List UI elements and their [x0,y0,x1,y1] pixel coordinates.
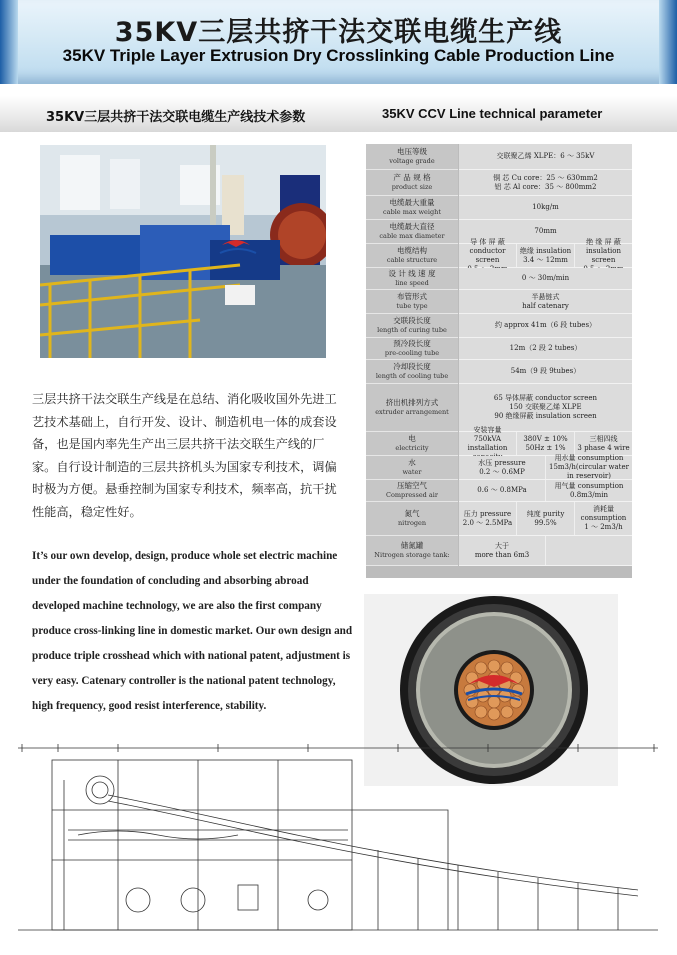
param-value [459,425,632,456]
param-value-cell [545,536,632,565]
param-row [366,196,632,220]
production-line-layout-drawing [18,740,658,950]
param-row [366,425,632,456]
param-value-line: 纯度 purity [526,509,565,518]
param-value-cell [459,196,632,219]
param-row [366,144,632,170]
param-row [366,338,632,360]
param-row [366,360,632,384]
param-value-cell [459,425,516,455]
param-row [366,536,632,566]
param-value-cell [459,338,632,359]
header-banner [0,0,677,84]
description-en: It’s our own develop, design, produce whole set electric machine under the foundation of concluding and absorbing abroad developed machine technology, we are also the first company produce cross-linking line in domestic market. Our own design and produce triple crosshead which with national patent, adjustment is very easy. Catenary controller is the national patent technology, high frequency, good resist interference, stability. [32,550,353,712]
param-label [366,314,458,338]
param-value-line: 70mm [534,227,557,235]
param-label [366,384,458,432]
param-value-line: 0.2 ～ 0.6MP [479,467,525,476]
param-label-en: Nitrogen storage tank: [374,551,450,559]
param-value-cell [516,432,574,455]
param-value [459,290,632,314]
param-row [366,502,632,536]
param-label-cn: 产 品 规 格 [393,173,431,182]
param-value-line: half catenary [522,301,569,310]
param-value-line: 约 approx 41m（6 段 tubes） [494,321,597,329]
param-row [366,456,632,480]
param-value-line: installation [467,443,508,452]
param-label-cn: 水 [408,458,416,467]
param-label-cn: 设 计 线 速 度 [388,269,436,278]
param-value-line: 3 phase 4 wire [577,443,630,452]
param-value-cell [459,268,632,289]
param-value-line: 0.8m3/min [570,490,608,499]
param-value [459,536,632,566]
factory-photo [40,145,326,358]
param-value-line: 2.0 ～ 2.5MPa [462,518,513,527]
param-value-cell [459,237,516,267]
param-label-en: water [402,468,422,476]
page-title-en: 35KV Triple Layer Extrusion Dry Crosslinking Cable Production Line [62,46,615,65]
param-value [459,196,632,220]
param-row [366,237,632,268]
param-label [366,432,458,456]
param-value-line: 0 ～ 30m/min [521,274,570,282]
param-label-en: pre-cooling tube [384,349,440,357]
param-label-en: tube type [396,302,428,310]
param-value [459,480,632,502]
param-value-line: 三相四线 [589,434,618,443]
param-value-line: 65 导体屏蔽 conductor screen [493,394,598,402]
factory-photo-illustration [40,145,326,358]
param-value [459,338,632,360]
param-row [366,290,632,314]
param-value-line: 铝 芯 Al core：35 ～ 800mm2 [494,182,597,191]
param-value-cell [459,536,545,565]
param-label [366,338,458,360]
param-label-cn: 储氮罐 [400,541,424,550]
param-value-line: 交联聚乙烯 XLPE：6 ～ 35kV [496,152,595,160]
param-label [366,170,458,196]
param-value [459,360,632,384]
section-title-cn: 35KV三层共挤干法交联电缆生产线技术参数 [46,110,306,125]
param-label [366,268,458,290]
param-value-line: 导 体 屏 蔽 [470,237,505,246]
param-value-line: 54m（9 段 9tubes） [510,367,581,375]
param-label-cn: 电压等级 [397,147,427,156]
param-label-en: extruder arrangement [375,408,449,416]
param-row [366,480,632,502]
param-value-cell [459,480,545,501]
param-value [459,456,632,480]
param-label-cn: 交联段长度 [393,316,431,325]
param-label-en: product size [391,183,433,191]
param-value [459,170,632,196]
param-value-cell [459,384,632,431]
param-label [366,502,458,536]
param-value-line: 380V ± 10% [523,434,568,443]
param-value-line: 1 ～ 2m3/h [584,523,623,531]
param-value-line: 10kg/m [532,203,559,211]
param-value-cell [545,456,632,479]
page-title-cn: 35KV三层共挤干法交联电缆生产线 [114,17,563,48]
param-label-en: cable structure [386,256,438,264]
param-value [459,314,632,338]
param-value-line: 大于 [495,541,509,550]
param-value-line: 消耗量 consumption [580,505,627,522]
param-label [366,196,458,220]
param-label-cn: 电缆结构 [397,246,427,255]
param-label-cn: 电缆最大直径 [389,222,435,231]
param-value-cell [574,432,632,455]
param-label [366,480,458,502]
param-label-cn: 布管形式 [397,292,427,301]
description-cn: 三层共挤干法交联生产线是在总结、消化吸收国外先进工艺技术基础上，自行开发、设计、制造机电一体的成套设备，也是国内率先生产出三层共挤干法交联生产线的厂家。自行设计制造的三层共挤机头为国家专利技术，调偏时极为方便。悬垂控制为国家专利技术，频率高，抗干扰性能高，稳定性好。 [32,392,337,519]
param-value-cell [459,502,516,535]
param-value-cell [459,360,632,383]
param-label-cn: 电 [408,434,416,443]
layout-line-drawing [18,740,658,950]
param-label [366,290,458,314]
param-value-cell [459,170,632,195]
param-value-line: 3.4 ～ 12mm [523,255,568,264]
param-value-cell [459,144,632,169]
param-row [366,268,632,290]
param-label [366,456,458,480]
param-value-line: 水压 pressure [478,458,526,467]
param-label-en: cable max diameter [379,232,445,240]
param-label-en: electricity [395,444,429,452]
param-label-cn: 电缆最大重量 [389,198,435,207]
param-label-en: nitrogen [397,519,427,527]
param-value-line: 半悬链式 [531,292,560,301]
param-value-line: 90 绝缘屏蔽 insulation screen [494,412,597,420]
param-value [459,144,632,170]
param-value-line: insulation screen [585,246,622,264]
param-value-cell [516,244,574,267]
param-row [366,314,632,338]
param-label-en: voltage grade [389,157,435,165]
param-label-en: line speed [395,279,429,287]
param-label-en: length of cooling tube [375,372,449,380]
param-label [366,144,458,170]
param-value-line: 15m3/h(circular water in reservoir) [549,463,629,480]
param-label [366,220,458,244]
param-value-line: 99.5% [534,518,557,527]
param-value [459,502,632,536]
param-value-line: 绝 缘 屏 蔽 [586,237,621,246]
param-value-cell [459,314,632,337]
param-value-line: 12m（2 段 2 tubes） [509,344,582,352]
param-label [366,360,458,384]
param-value-cell [516,502,574,535]
param-value-line: 用水量 consumption [554,454,624,462]
param-value-line: conductor screen [469,246,506,264]
param-value-line: 150 交联聚乙烯 XLPE [509,403,582,411]
param-label-en: Compressed air [386,491,438,499]
param-value-line: 0.6 ～ 0.8MPa [477,486,527,494]
param-value-line: 压力 pressure [463,509,512,518]
param-value [459,268,632,290]
param-value-line: 安装容量 750kVA [473,425,502,443]
param-label-en: cable max weight [383,208,441,216]
param-label-en: length of curing tube [377,326,447,334]
param-value-cell [574,502,632,535]
param-value [459,237,632,268]
param-label [366,244,458,268]
param-value-cell [574,237,632,267]
param-label-cn: 挤出机排列方式 [385,398,439,407]
param-value-line: 铜 芯 Cu core：25 ～ 630mm2 [493,173,598,182]
param-value-line: more than 6m3 [474,550,530,559]
param-label-cn: 预冷段长度 [393,339,431,348]
param-value-line: 50Hz ± 1% [525,443,566,452]
param-row [366,170,632,196]
section-title-en: 35KV CCV Line technical parameter [382,106,603,121]
param-value-line: 绝缘 insulation [519,246,572,255]
param-label-cn: 压缩空气 [397,481,427,490]
parameter-table [366,144,632,578]
param-label [366,536,458,566]
param-value-cell [459,290,632,313]
param-value-cell [459,456,545,479]
param-value-cell [545,480,632,501]
param-label-cn: 氮气 [404,509,420,518]
param-label-cn: 冷却段长度 [393,362,431,371]
param-value-line: 用气量 consumption [554,481,624,490]
